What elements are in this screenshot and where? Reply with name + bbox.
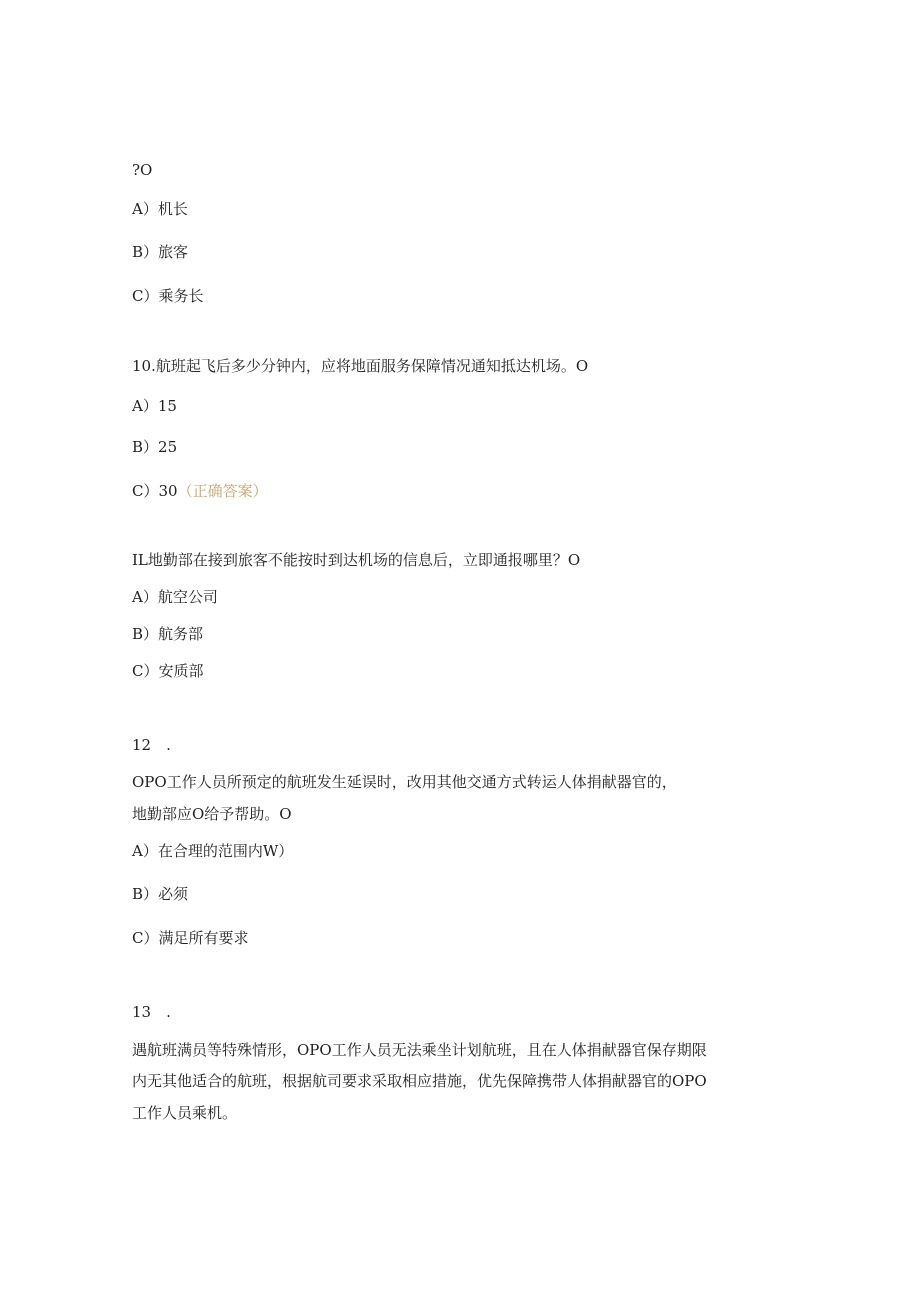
- q12-option-a: A）在合理的范围内W）: [132, 842, 294, 860]
- q13-stem-line-2: 内无其他适合的航班，根据航司要求采取相应措施，优先保障携带人体捐献器官的OPO: [132, 1072, 707, 1090]
- q12-stem-line-1: OPO工作人员所预定的航班发生延误时，改用其他交通方式转运人体捐献器官的，: [132, 773, 677, 791]
- q12-option-c: C）满足所有要求: [132, 929, 249, 947]
- correct-answer-note: （正确答案）: [177, 482, 268, 500]
- q11-stem: IL地勤部在接到旅客不能按时到达机场的信息后，立即通报哪里？O: [132, 551, 581, 569]
- q13-stem-line-3: 工作人员乘机。: [132, 1104, 238, 1122]
- q13-number: 13 .: [132, 1003, 171, 1021]
- q9-option-a: A）机长: [132, 200, 188, 218]
- q12-option-b: B）必须: [132, 885, 189, 903]
- q10-option-a: A）15: [132, 397, 177, 415]
- q10-option-b: B）25: [132, 438, 178, 456]
- q10-option-c-text: C）30: [132, 482, 178, 500]
- q11-option-a: A）航空公司: [132, 588, 218, 606]
- q11-option-c: C）安质部: [132, 662, 204, 680]
- q10-stem: 10.航班起飞后多少分钟内，应将地面服务保障情况通知抵达机场。O: [132, 357, 589, 375]
- q11-option-b: B）航务部: [132, 625, 204, 643]
- q10-option-c: [132, 481, 268, 501]
- q9-option-c: C）乘务长: [132, 287, 204, 305]
- q12-stem-line-2: 地勤部应O给予帮助。O: [132, 805, 292, 823]
- q9-stem-tail: ?O: [132, 161, 153, 179]
- q13-stem-line-1: 遇航班满员等特殊情形，OPO工作人员无法乘坐计划航班，且在人体捐献器官保存期限: [132, 1041, 707, 1059]
- q9-option-b: B）旅客: [132, 243, 189, 261]
- q12-number: 12 .: [132, 736, 171, 754]
